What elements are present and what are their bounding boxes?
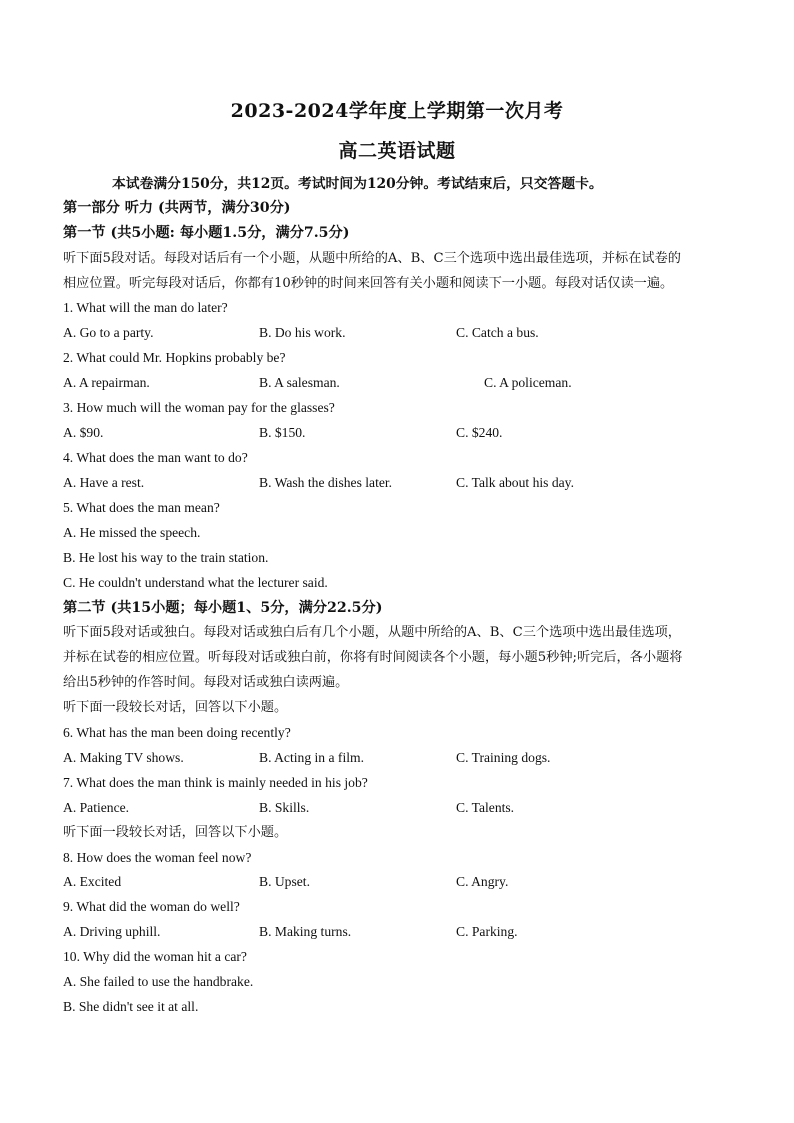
section2-instruction-line: 给出5秒钟的作答时间。每段对话或独白读两遍。 [63, 675, 349, 690]
section2-heading: 第二节 (共15小题；每小题1、5分，满分22.5分) [63, 600, 383, 616]
option-9b: B. Making turns. [259, 924, 352, 939]
exam-notice: 本试卷满分150分，共12页。考试时间为120分钟。考试结束后，只交答题卡。 [112, 176, 603, 192]
dialogue-intro: 听下面一段较长对话，回答以下小题。 [63, 825, 288, 840]
option-2b: B. A salesman. [259, 375, 340, 390]
option-4a: A. Have a rest. [63, 475, 145, 490]
section1-heading: 第一节 (共5小题: 每小题1.5分，满分7.5分) [63, 225, 350, 241]
option-10b: B. She didn't see it at all. [63, 999, 199, 1014]
option-6b: B. Acting in a film. [259, 750, 364, 765]
question-3: 3. How much will the woman pay for the glasses? [63, 400, 335, 415]
question-9: 9. What did the woman do well? [63, 899, 240, 914]
option-2a: A. A repairman. [63, 375, 150, 390]
question-8: 8. How does the woman feel now? [63, 850, 252, 865]
section2-instruction-line: 听下面5段对话或独白。每段对话或独白后有几个小题，从题中所给的A、B、C三个选项中选出最佳选项， [63, 625, 681, 640]
exam-subtitle: 高二英语试题 [338, 140, 456, 162]
option-3a: A. $90. [63, 425, 104, 440]
question-6: 6. What has the man been doing recently? [63, 725, 291, 740]
option-5c: C. He couldn't understand what the lecturer said. [63, 575, 328, 590]
option-6a: A. Making TV shows. [63, 750, 184, 765]
option-6c: C. Training dogs. [456, 750, 551, 765]
question-10: 10. Why did the woman hit a car? [63, 949, 247, 964]
option-1b: B. Do his work. [259, 325, 346, 340]
option-5a: A. He missed the speech. [63, 525, 201, 540]
option-4b: B. Wash the dishes later. [259, 475, 393, 490]
option-1c: C. Catch a bus. [456, 325, 539, 340]
option-3c: C. $240. [456, 425, 503, 440]
option-7a: A. Patience. [63, 800, 130, 815]
option-4c: C. Talk about his day. [456, 475, 574, 490]
option-2c: C. A policeman. [484, 375, 572, 390]
option-5b: B. He lost his way to the train station. [63, 550, 269, 565]
exam-title: 2023-2024学年度上学期第一次月考 [230, 100, 564, 122]
option-9a: A. Driving uphill. [63, 924, 161, 939]
option-9c: C. Parking. [456, 924, 518, 939]
section1-instruction-line: 听下面5段对话。每段对话后有一个小题，从题中所给的A、B、C三个选项中选出最佳选项，并标在试卷的 [63, 251, 681, 266]
question-1: 1. What will the man do later? [63, 300, 228, 315]
question-7: 7. What does the man think is mainly needed in his job? [63, 775, 368, 790]
option-8c: C. Angry. [456, 874, 509, 889]
option-10a: A. She failed to use the handbrake. [63, 974, 254, 989]
dialogue-intro: 听下面一段较长对话，回答以下小题。 [63, 700, 288, 715]
section2-instruction-line: 并标在试卷的相应位置。听每段对话或独白前，你将有时间阅读各个小题，每小题5秒钟;听完后，各小题将 [63, 650, 683, 665]
question-5: 5. What does the man mean? [63, 500, 220, 515]
section1-instruction-line: 相应位置。听完每段对话后，你都有10秒钟的时间来回答有关小题和阅读下一小题。每段对话仅读一遍。 [63, 276, 674, 291]
option-8b: B. Upset. [259, 874, 310, 889]
option-1a: A. Go to a party. [63, 325, 154, 340]
question-2: 2. What could Mr. Hopkins probably be? [63, 350, 286, 365]
option-8a: A. Excited [63, 874, 122, 889]
option-7c: C. Talents. [456, 800, 515, 815]
option-7b: B. Skills. [259, 800, 310, 815]
part1-heading: 第一部分 听力 (共两节，满分30分) [63, 200, 291, 216]
question-4: 4. What does the man want to do? [63, 450, 248, 465]
option-3b: B. $150. [259, 425, 306, 440]
